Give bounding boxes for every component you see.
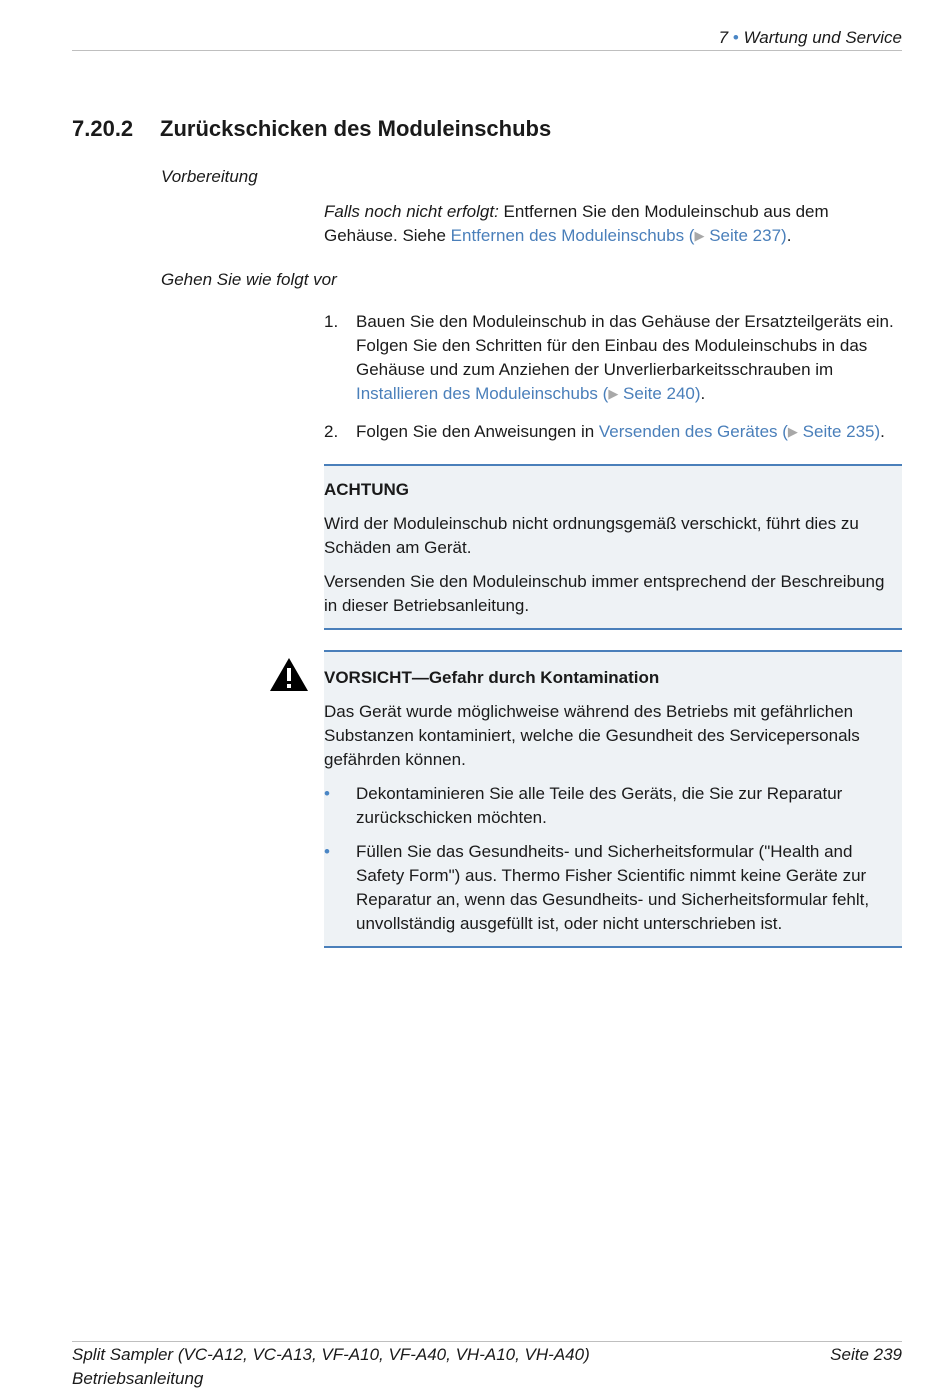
bullet-text: Dekontaminieren Sie alle Teile des Geräts, die Sie zur Reparatur zurückschicken möchten. [356,784,843,827]
notice-achtung [324,464,902,630]
header-rule [72,50,902,51]
preparation-text: Falls noch nicht erfolgt: Entfernen Sie den Moduleinschub aus dem Gehäuse. Siehe Entfernen des Moduleinschubs (▶ Seite 237). [324,202,829,245]
link-install-module[interactable]: Installieren des Moduleinschubs (▶ Seite 240) [356,384,701,403]
page-ref-arrow-icon: ▶ [608,386,619,401]
footer-product: Split Sampler (VC-A12, VC-A13, VF-A10, VF-A40, VH-A10, VH-A40) [72,1345,590,1364]
footer-rule [72,1341,902,1342]
preparation-body: Entfernen Sie den Moduleinschub aus dem Gehäuse. Siehe [324,202,829,245]
notice-paragraph: Das Gerät wurde möglichweise während des Betriebs mit gefährlichen Substanzen kontaminiert, welche die Gesundheit des Servicepersonals gefährden können. [324,702,860,769]
notice-title: ACHTUNG [324,480,409,499]
procedure-step [324,420,902,445]
header-bullet: • [732,28,739,47]
notice-bullet-item [324,840,902,936]
section-heading [72,116,551,142]
link-ship-device[interactable]: Versenden des Gerätes (▶ Seite 235) [598,422,881,441]
footer-document-title [72,1343,590,1391]
link-remove-module[interactable]: Entfernen des Moduleinschubs (▶ Seite 237) [450,226,787,245]
bullet-text: Füllen Sie das Gesundheits- und Sicherheitsformular ("Health and Safety Form") aus. Thermo Fisher Scientific nimmt keine Geräte zur Reparatur an, wenn das Gesundheits- und Sicherheitsformular fehlt, unvollständig ausgefüllt ist, oder nicht unterschrieben ist. [356,842,870,933]
procedure-label: Gehen Sie wie folgt vor [161,270,337,289]
notice-title: VORSICHT—Gefahr durch Kontamination [324,668,660,687]
chapter-title: Wartung und Service [743,28,902,47]
notice-paragraph: Wird der Moduleinschub nicht ordnungsgemäß verschickt, führt dies zu Schäden am Gerät. [324,514,859,557]
page-ref-arrow-icon: ▶ [694,228,705,243]
procedure-step [324,310,902,407]
step-number: 2. [324,422,339,441]
notice-paragraph: Versenden Sie den Moduleinschub immer entsprechend der Beschreibung in dieser Betriebsanleitung. [324,572,885,615]
footer-doc-type: Betriebsanleitung [72,1369,204,1388]
bullet-icon: • [324,784,330,803]
bullet-icon: • [324,842,330,861]
notice-bullet-item [324,782,902,830]
preparation-label: Vorbereitung [161,167,258,186]
notice-vorsicht [324,650,902,948]
footer-page-number: Seite 239 [830,1345,902,1364]
page-ref-arrow-icon: ▶ [787,424,798,439]
step-text: Bauen Sie den Moduleinschub in das Gehäuse der Ersatzteilgeräts ein. Folgen Sie den Schritten für den Einbau des Moduleinschubs in das Gehäuse und zum Anziehen der Unverlierbarkeitsschrauben im Installieren des Moduleinschubs (▶ Seite 240). [356,312,894,403]
section-number: 7.20.2 [72,116,134,141]
step-text: Folgen Sie den Anweisungen in Versenden des Gerätes (▶ Seite 235). [356,422,885,441]
chapter-number: 7 [718,28,729,47]
step-number: 1. [324,312,339,331]
warning-triangle-icon [269,657,309,692]
preparation-lead: Falls noch nicht erfolgt: [324,202,499,221]
running-header [719,28,902,48]
section-title: Zurückschicken des Moduleinschubs [160,116,552,141]
